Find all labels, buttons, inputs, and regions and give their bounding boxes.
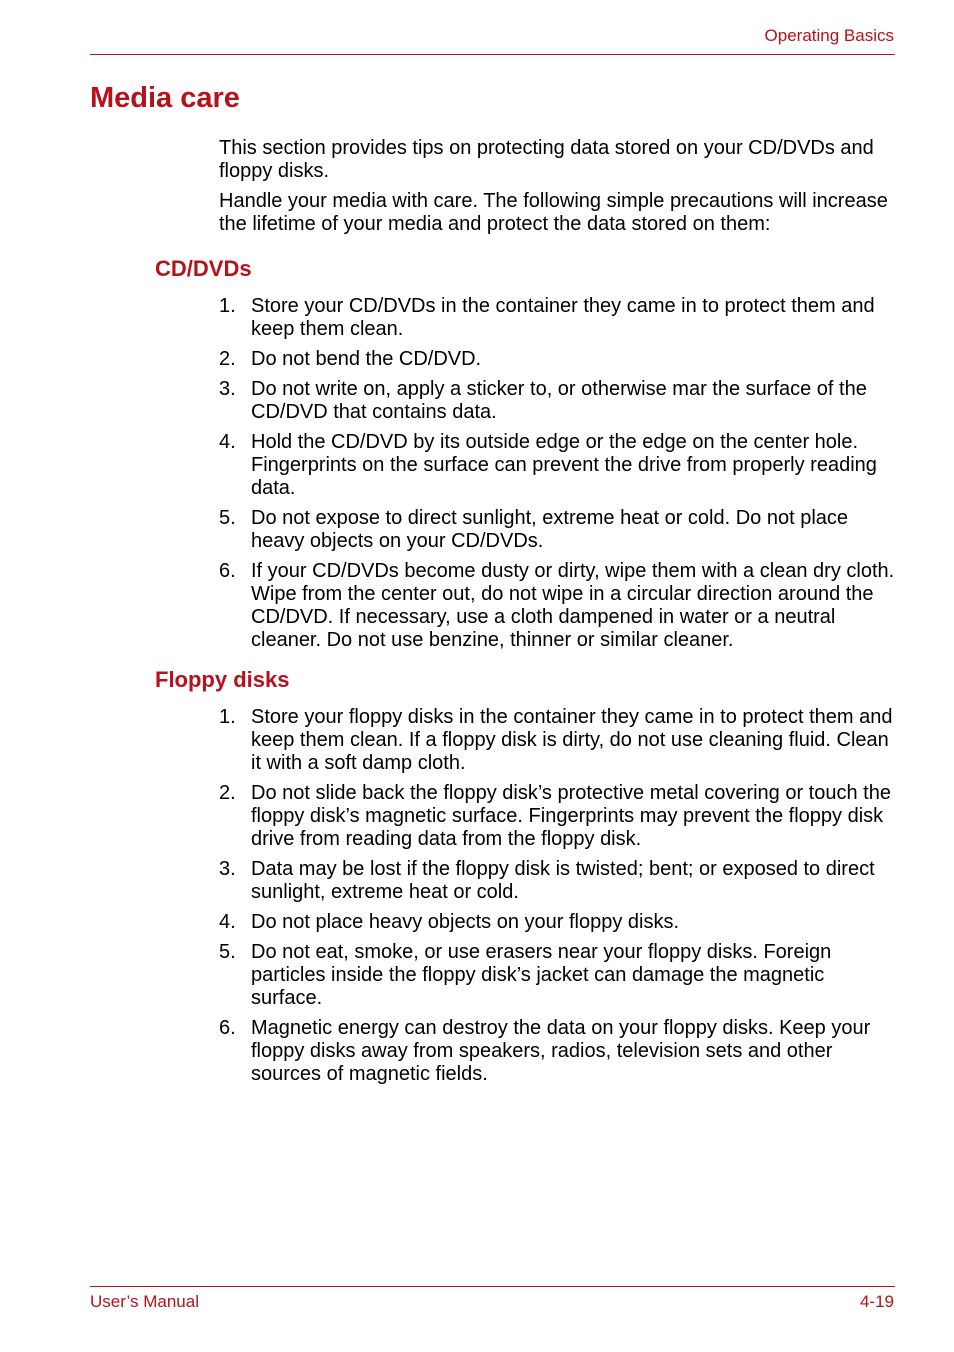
list-item — [219, 560, 895, 652]
intro-paragraph: This section provides tips on protecting data stored on your CD/DVDs and floppy disks. — [219, 137, 874, 182]
list-item — [219, 378, 895, 424]
list-item-text: Store your floppy disks in the container they came in to protect them and keep them clean. If a floppy disk is dirty, do not use cleaning fluid. Clean it with a soft damp cloth. — [251, 706, 893, 774]
page-title: Media care — [90, 82, 240, 114]
list-item-text: Do not expose to direct sunlight, extreme heat or cold. Do not place heavy objects on your CD/DVDs. — [251, 507, 849, 552]
list-item-text: Do not slide back the floppy disk’s protective metal covering or touch the floppy disk’s magnetic surface. Fingerprints may prevent the floppy disk drive from reading data from the floppy disk. — [251, 782, 891, 850]
list-item-number: 4. — [219, 431, 236, 453]
list-item-number: 1. — [219, 706, 236, 728]
list-item-number: 1. — [219, 295, 236, 317]
list-item-number: 3. — [219, 858, 236, 880]
list-item-number: 6. — [219, 560, 236, 582]
footer-manual-title: User’s Manual — [90, 1292, 199, 1311]
list-item — [219, 911, 895, 934]
list-item — [219, 431, 895, 500]
intro-text — [219, 137, 895, 243]
list-item-number: 3. — [219, 378, 236, 400]
list-item — [219, 507, 895, 553]
list-item-number: 6. — [219, 1017, 236, 1039]
page-number: 4-19 — [859, 1292, 894, 1311]
footer-rule — [90, 1286, 895, 1287]
list-item — [219, 348, 895, 371]
section-heading-floppy-disks: Floppy disks — [155, 667, 290, 692]
list-item — [219, 295, 895, 341]
section-heading-cd-dvds: CD/DVDs — [155, 256, 252, 281]
list-item — [219, 941, 895, 1010]
list-item-text: Do not bend the CD/DVD. — [251, 348, 482, 370]
list-item-text: Data may be lost if the floppy disk is twisted; bent; or exposed to direct sunlight, extreme heat or cold. — [251, 858, 875, 903]
list-item-text: Do not place heavy objects on your floppy disks. — [251, 911, 680, 933]
list-item-number: 2. — [219, 782, 236, 804]
list-item-text: If your CD/DVDs become dusty or dirty, wipe them with a clean dry cloth. Wipe from the center out, do not wipe in a circular direction around the CD/DVD. If necessary, use a cloth dampened in water or a neutral cleaner. Do not use benzine, thinner or similar cleaner. — [251, 560, 895, 651]
list-item — [219, 782, 895, 851]
list-item-text: Do not write on, apply a sticker to, or otherwise mar the surface of the CD/DVD that contains data. — [251, 378, 867, 423]
list-item-number: 2. — [219, 348, 236, 370]
list-item-text: Store your CD/DVDs in the container they came in to protect them and keep them clean. — [251, 295, 875, 340]
running-header: Operating Basics — [764, 26, 894, 45]
list-item-text: Hold the CD/DVD by its outside edge or the edge on the center hole. Fingerprints on the surface can prevent the drive from properly reading data. — [251, 431, 877, 499]
list-item-number: 5. — [219, 941, 236, 963]
floppy-disk-list — [219, 706, 895, 1093]
list-item-number: 5. — [219, 507, 236, 529]
list-item-text: Do not eat, smoke, or use erasers near your floppy disks. Foreign particles inside the floppy disk’s jacket can damage the magnetic surface. — [251, 941, 832, 1009]
list-item — [219, 1017, 895, 1086]
list-item-text: Magnetic energy can destroy the data on your floppy disks. Keep your floppy disks away from speakers, radios, television sets and other sources of magnetic fields. — [251, 1017, 871, 1085]
intro-paragraph: Handle your media with care. The following simple precautions will increase the lifetime of your media and protect the data stored on them: — [219, 190, 888, 235]
list-item-number: 4. — [219, 911, 236, 933]
cd-dvd-list — [219, 295, 895, 659]
list-item — [219, 706, 895, 775]
header-rule — [90, 54, 895, 55]
list-item — [219, 858, 895, 904]
